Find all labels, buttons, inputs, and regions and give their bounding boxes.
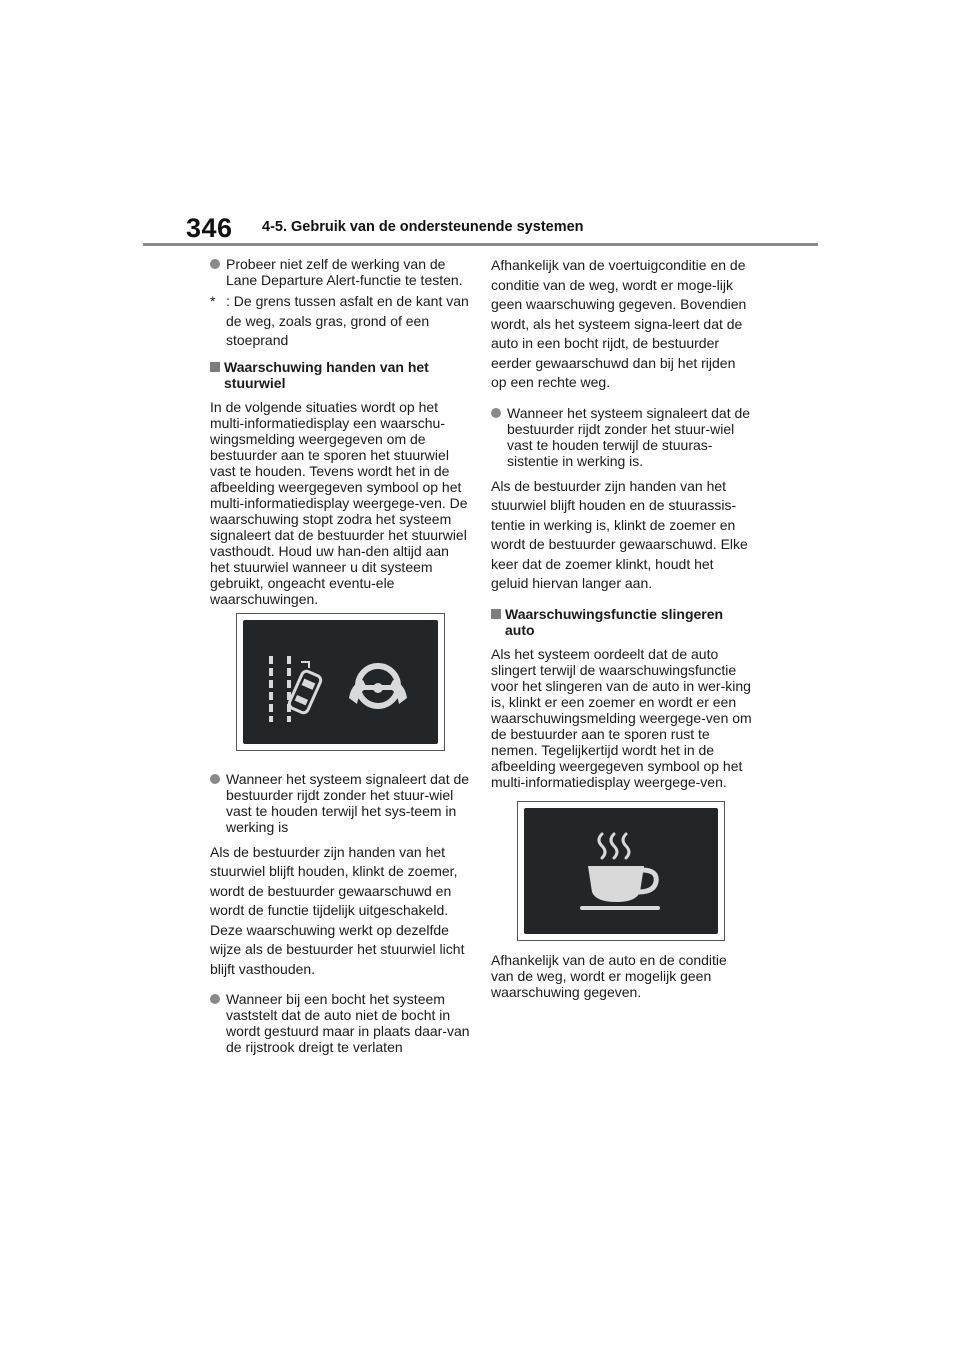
section-heading	[210, 359, 472, 391]
bullet-text: Wanneer bij een bocht het systeem vaststelt dat de auto niet de bocht in wordt gestuurd maar in plaats daar-van de rijstrook dreigt te verlaten	[226, 991, 470, 1055]
paragraph: Afhankelijk van de voertuigconditie en de conditie van de weg, wordt er moge-lijk geen waarschuwing gegeven. Bovendien wordt, als het systeem signa-leert dat de auto in een bocht rijdt, de bestuurder eerder gewaarschuwd dan bij het rijden op een rechte weg.	[491, 257, 747, 390]
bullet-dot	[210, 994, 220, 1004]
page-number: 346	[186, 213, 233, 243]
bullet-text: Wanneer het systeem signaleert dat de bestuurder rijdt zonder het stuur-wiel vast te houden terwijl het sys-teem in werking is	[226, 770, 470, 835]
warning-display-figure	[236, 613, 445, 751]
heading-text: Waarschuwingsfunctie slingeren auto	[505, 605, 724, 638]
lane-departure-icon	[265, 654, 325, 724]
footnote-text: : De grens tussen asfalt en de kant van de weg, zoals gras, grond of een stoeprand	[226, 293, 469, 348]
bullet-item	[210, 256, 472, 288]
bullet-item	[210, 771, 472, 835]
coffee-cup-icon	[578, 830, 668, 914]
footnote-star: *	[210, 293, 216, 309]
header-rule	[143, 243, 818, 246]
bullet-text: Probeer niet zelf de werking van de Lane Departure Alert-functie te testen.	[226, 256, 463, 288]
paragraph: Als de bestuurder zijn handen van het stuurwiel blijft houden, klinkt de zoemer, wordt de bestuurder gewaarschuwd en wordt de functie tijdelijk uitgeschakeld. Deze waarschuwing werkt op dezelfde wijze als de bestuurder het stuurwiel licht blijft vasthouden.	[210, 843, 465, 977]
heading-text: Waarschuwing handen van het stuurwiel	[224, 358, 429, 391]
section-title: 4-5. Gebruik van de ondersteunende systemen	[262, 219, 584, 235]
paragraph: In de volgende situaties wordt op het multi-informatiedisplay een waarschu-wingsmelding weergegeven om de bestuurder aan te sporen het stuurwiel vast te houden. Tevens wordt het in de afbeelding weergegeven symbool op het multi-informatiedisplay weergege-ven. De waarschuwing stopt zodra het systeem signaleert dat de bestuurder het stuurwiel vasthoudt. Houd uw han-den altijd aan het stuurwiel wanneer u dit systeem gebruikt, ongeacht eventu-ele waarschuwingen.	[210, 398, 468, 607]
heading-square	[210, 362, 220, 372]
paragraph: Als de bestuurder zijn handen van het stuurwiel blijft houden en de stuurassis-tentie in werking is, klinkt de zoemer en wordt de bestuurder gewaarschuwd. Elke keer dat de zoemer klinkt, houdt het geluid hiervan langer aan.	[491, 477, 748, 591]
heading-square	[491, 609, 501, 619]
bullet-dot	[491, 408, 501, 418]
bullet-text: Wanneer het systeem signaleert dat de bestuurder rijdt zonder het stuur-wiel vast te houden terwijl de stuuras-sistentie in werking is.	[507, 404, 751, 469]
hands-on-wheel-icon	[347, 658, 409, 714]
footnote	[210, 292, 472, 351]
bullet-item	[491, 405, 753, 469]
paragraph: Afhankelijk van de auto en de conditie van de weg, wordt er mogelijk geen waarschuwing gegeven.	[491, 951, 727, 1000]
fatigue-warning-figure	[517, 801, 725, 941]
bullet-item	[210, 991, 472, 1055]
section-heading	[491, 606, 753, 638]
bullet-dot	[210, 259, 220, 269]
paragraph: Als het systeem oordeelt dat de auto slingert terwijl de waarschuwingsfunctie voor het slingeren van de auto in wer-king is, klinkt er een zoemer en wordt er een waarschuwingsmelding weergege-ven om de bestuurder aan te sporen rust te nemen. Tegelijkertijd wordt het in de afbeelding weergegeven symbool op het multi-informatiedisplay weergege-ven.	[491, 645, 752, 790]
bullet-dot	[210, 774, 220, 784]
